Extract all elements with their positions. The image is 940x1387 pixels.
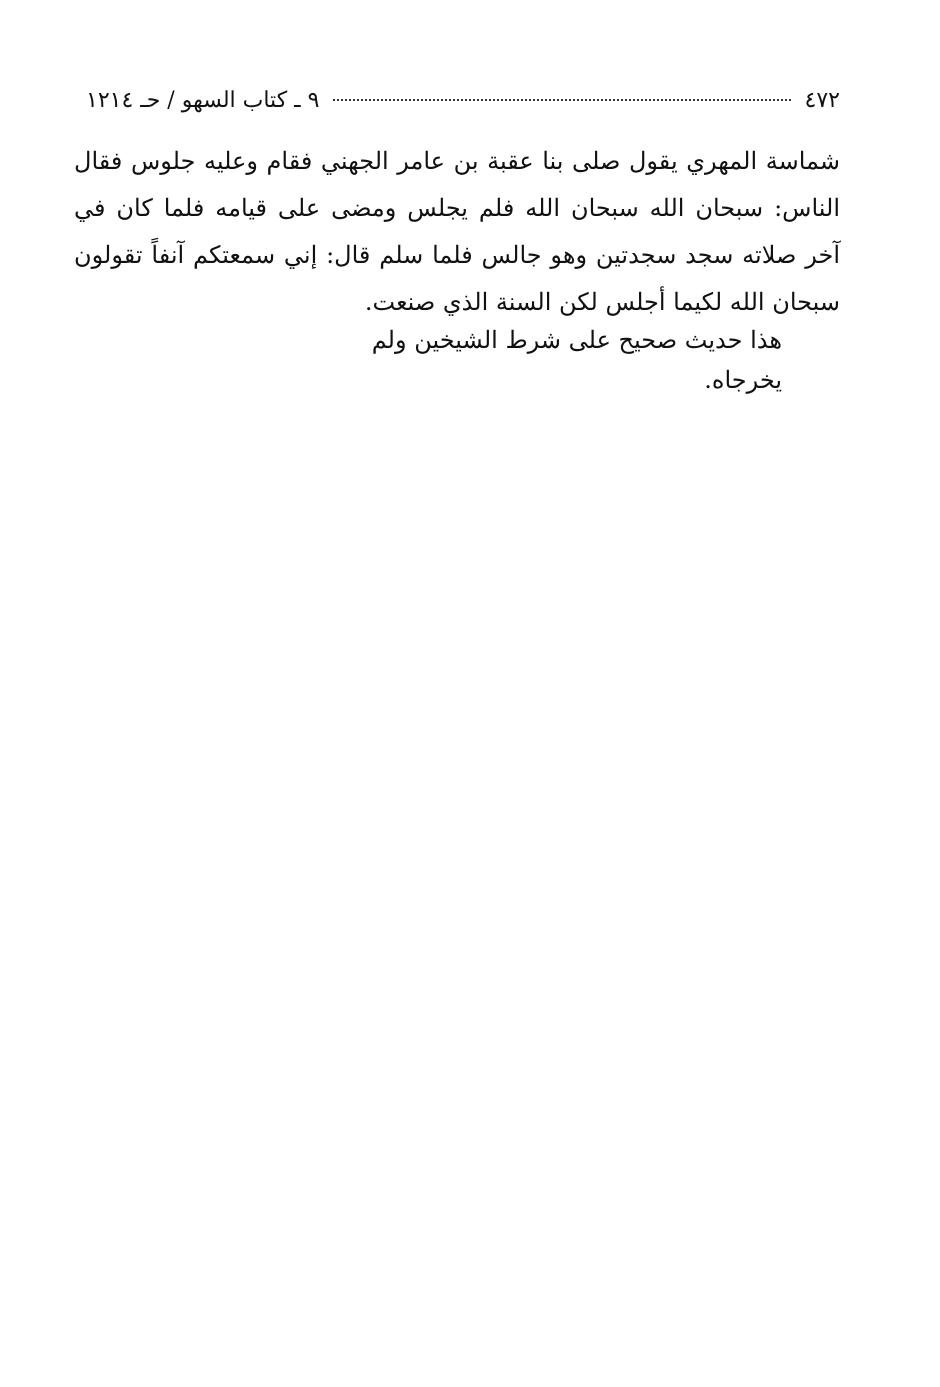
page-number: ٤٧٢ — [804, 88, 840, 113]
dot-leader — [333, 99, 790, 101]
chapter-reference: ٩ ـ كتاب السهو / حـ ١٢١٤ — [86, 88, 320, 113]
main-text — [74, 138, 840, 326]
closing-remark: هذا حديث صحيح على شرط الشيخين ولم يخرجاه. — [371, 326, 782, 394]
hadith-paragraph: شماسة المهري يقول صلى بنا عقبة بن عامر الجهني فقام وعليه جلوس فقال الناس: سبحان الله سبحان الله فلم يجلس ومضى على قيامه فلما كان في آخر صلاته سجد سجدتين وهو جالس فلما سلم قال: إني سمعتكم آنفاً تقولون سبحان الله لكيما أجلس لكن السنة الذي صنعت. — [74, 147, 840, 316]
running-head — [86, 86, 840, 116]
